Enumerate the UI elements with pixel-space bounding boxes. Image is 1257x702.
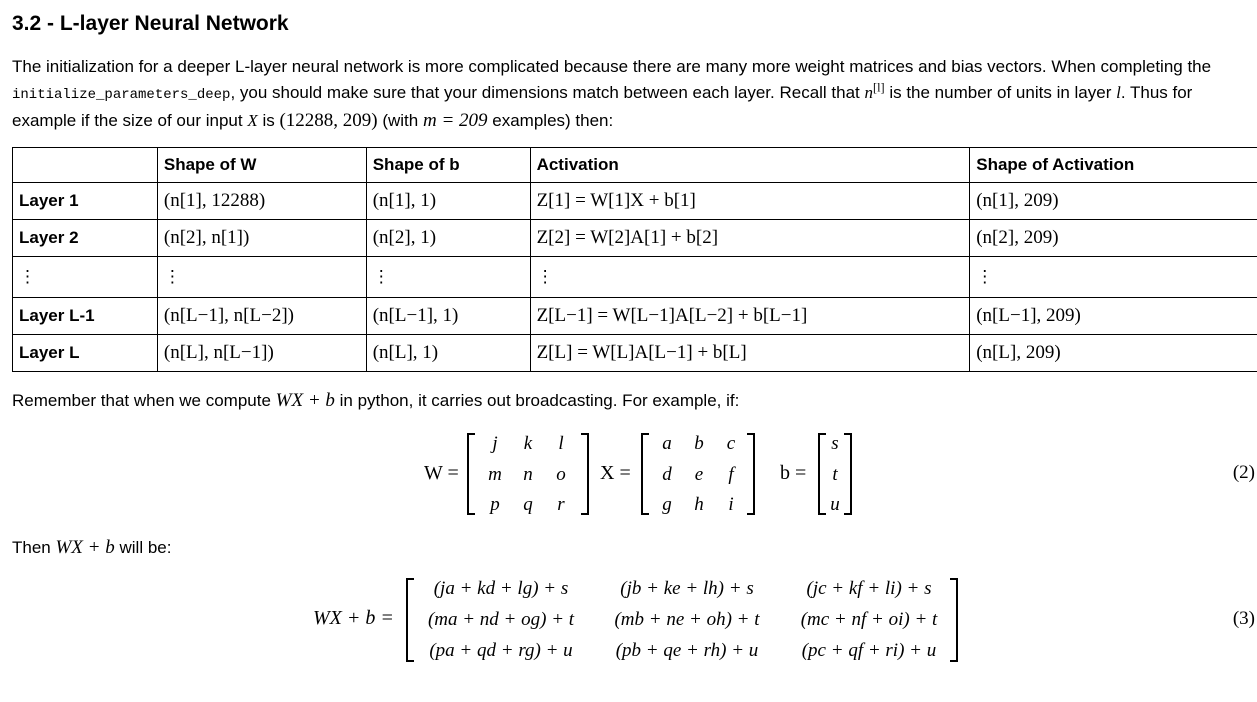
table-row: [13, 183, 1257, 220]
equation-number-3: (3): [1232, 608, 1255, 629]
w-shape: (n[L], n[L−1]): [157, 335, 366, 372]
activation: Z[L−1] = W[L−1]A[L−2] + b[L−1]: [530, 298, 970, 335]
activation: Z[1] = W[1]X + b[1]: [530, 183, 970, 220]
intro-text-3: is the number of units in layer: [889, 82, 1112, 102]
table-header-row: [13, 148, 1257, 183]
b-shape: (n[L−1], 1): [366, 298, 530, 335]
ellipsis-cell: ⋮: [157, 257, 366, 298]
b-shape: (n[L], 1): [366, 335, 530, 372]
ellipsis-cell: ⋮: [13, 257, 158, 298]
l-symbol: l: [1116, 82, 1121, 102]
w-lhs: W =: [424, 462, 459, 484]
x-symbol: X: [247, 111, 258, 130]
header-cell: [13, 148, 158, 183]
layer-label: Layer L: [13, 335, 158, 372]
w-shape: (n[L−1], n[L−2]): [157, 298, 366, 335]
header-cell: Activation: [530, 148, 970, 183]
activation-shape: (n[1], 209): [970, 183, 1257, 220]
table-row: [13, 298, 1257, 335]
m-equation: m = 209: [422, 110, 488, 131]
then-paragraph: Then WX + b will be:: [12, 537, 172, 558]
activation: Z[2] = W[2]A[1] + b[2]: [530, 220, 970, 257]
intro-text-7: (with: [382, 111, 419, 130]
intro-paragraph: [12, 54, 1252, 134]
matrix-x: a b c d e f g h i: [643, 433, 753, 515]
intro-text-8: examples) then:: [492, 111, 614, 130]
wx-plus-b-expr: WX + b: [275, 390, 335, 411]
table-row: [13, 220, 1257, 257]
layer-label: Layer 2: [13, 220, 158, 257]
input-size: (12288, 209): [279, 110, 378, 131]
header-cell: Shape of b: [366, 148, 530, 183]
table-row: [13, 335, 1257, 372]
b-lhs: b =: [780, 462, 807, 484]
vector-b: s t u: [820, 433, 850, 515]
function-name-code: initialize_parameters_deep: [12, 86, 231, 103]
ellipsis-cell: ⋮: [366, 257, 530, 298]
b-shape: (n[2], 1): [366, 220, 530, 257]
equation-number-2: (2): [1232, 462, 1255, 483]
layer-label: Layer 1: [13, 183, 158, 220]
wxb-lhs: WX + b =: [313, 607, 394, 629]
wx-plus-b-expr: WX + b: [55, 537, 115, 558]
n-symbol: n[l]: [864, 79, 885, 102]
dimensions-table: [12, 147, 1257, 372]
w-shape: (n[1], 12288): [157, 183, 366, 220]
x-lhs: X =: [600, 462, 631, 484]
intro-text-2: , you should make sure that your dimensions match between each layer. Recall that: [230, 82, 860, 102]
activation-shape: (n[2], 209): [970, 220, 1257, 257]
b-shape: (n[1], 1): [366, 183, 530, 220]
intro-text-4: . Thus for: [1120, 82, 1193, 102]
matrix-w: j k l m n o p q r: [469, 433, 587, 515]
table-row: [13, 257, 1257, 298]
intro-text-1: The initialization for a deeper L-layer neural network is more complicated because there are many more weight matrices and bias vectors. When completing the: [12, 57, 1212, 76]
activation-shape: (n[L], 209): [970, 335, 1257, 372]
layer-label: Layer L-1: [13, 298, 158, 335]
result-matrix: (ja + kd + lg) + s (jb + ke + lh) + s (jc + kf + li) + s (ma + nd + og) + t (mb + ne + oh) + t (mc + nf + oi) + t (pa + qd + rg) + u (pb + qe + rh) + u (pc + qf + ri) + u: [408, 578, 956, 662]
section-title: 3.2 - L-layer Neural Network: [12, 12, 289, 35]
broadcast-paragraph: Remember that when we compute WX + b in python, it carries out broadcasting. For example, if:: [12, 390, 740, 411]
intro-text-6: is: [262, 111, 275, 130]
activation-shape: (n[L−1], 209): [970, 298, 1257, 335]
ellipsis-cell: ⋮: [970, 257, 1257, 298]
ellipsis-cell: ⋮: [530, 257, 970, 298]
w-shape: (n[2], n[1]): [157, 220, 366, 257]
header-cell: Shape of W: [157, 148, 366, 183]
intro-text-5: example if the size of our input: [12, 111, 243, 130]
activation: Z[L] = W[L]A[L−1] + b[L]: [530, 335, 970, 372]
header-cell: Shape of Activation: [970, 148, 1257, 183]
